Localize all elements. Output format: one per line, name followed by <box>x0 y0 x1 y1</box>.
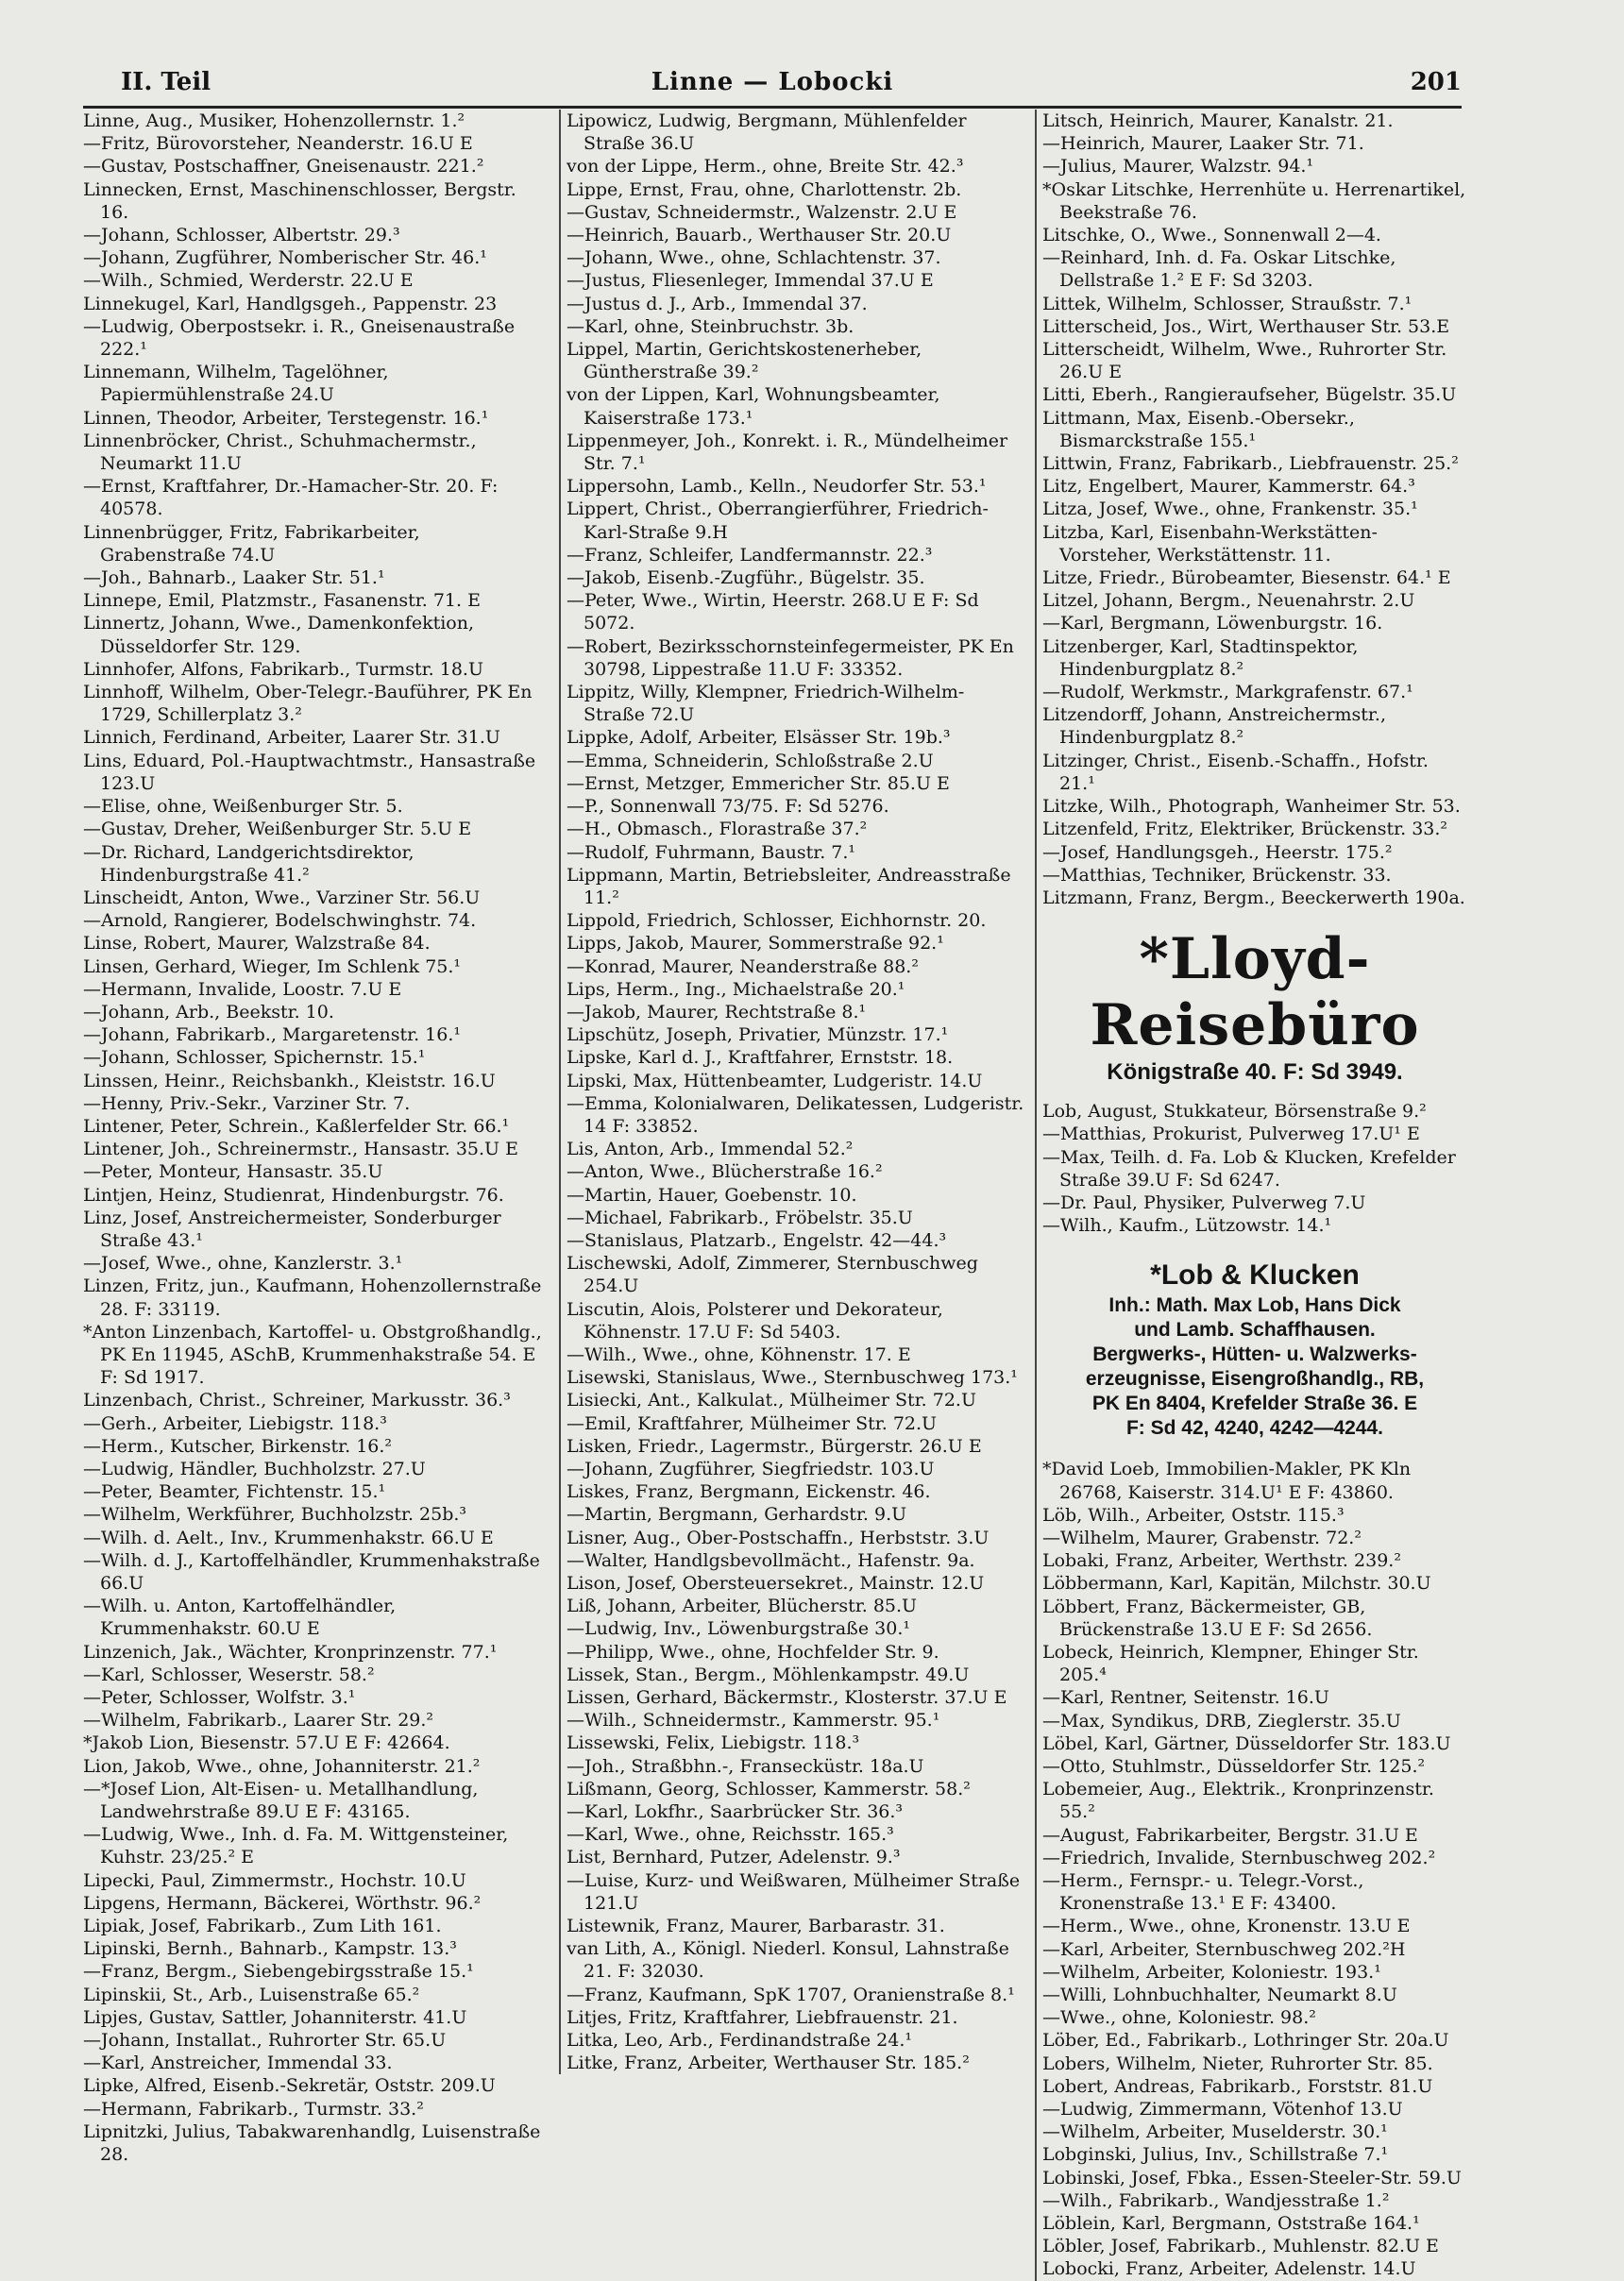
page-number: 201 <box>1410 68 1462 96</box>
directory-entry: Lischewski, Adolf, Zimmerer, Sternbuschweg 254.U <box>567 1253 978 1297</box>
directory-entry: —Karl, Rentner, Seitenstr. 16.U <box>1042 1687 1329 1709</box>
directory-entry: —Gustav, Schneidermstr., Walzenstr. 2.U E <box>567 201 957 223</box>
directory-entry: Lisken, Friedr., Lagermstr., Bürgerstr. 26.U E <box>567 1435 982 1457</box>
directory-entry: —Elise, ohne, Weißenburger Str. 5. <box>83 796 403 818</box>
directory-entry: Litti, Eberh., Rangieraufseher, Bügelstr. 35.U <box>1042 384 1457 406</box>
directory-entry: Liscutin, Alois, Polsterer und Dekorateur, Köhnenstr. 17.U F: Sd 5403. <box>567 1298 943 1343</box>
directory-entry: Lobers, Wilhelm, Nieter, Ruhrorter Str. 85. <box>1042 2053 1433 2074</box>
directory-entry: —Johann, Fabrikarb., Margaretenstr. 16.¹ <box>83 1024 462 1046</box>
directory-entry: Linnenbrügger, Fritz, Fabrikarbeiter, Grabenstraße 74.U <box>83 521 420 566</box>
lob-klucken-ad-line: Inh.: Math. Max Lob, Hans Dick <box>1108 1294 1401 1317</box>
directory-entry: —Karl, Anstreicher, Immendal 33. <box>83 2053 393 2074</box>
directory-entry: —Wilh., Schmied, Werderstr. 22.U E <box>83 270 414 292</box>
directory-entry: —Peter, Wwe., Wirtin, Heerstr. 268.U E F: Sd 5072. <box>567 590 979 634</box>
directory-entry: Litz, Engelbert, Maurer, Kammerstr. 64.³ <box>1042 476 1415 498</box>
directory-entry: Linzenich, Jak., Wächter, Kronprinzenstr. 77.¹ <box>83 1641 498 1663</box>
directory-entry: Linzenbach, Christ., Schreiner, Markusstr. 36.³ <box>83 1390 511 1411</box>
directory-entry: —Arnold, Rangierer, Bodelschwinghstr. 74. <box>83 910 477 932</box>
directory-entry: —Peter, Beamter, Fichtenstr. 15.¹ <box>83 1481 386 1503</box>
directory-entry: Lippke, Adolf, Arbeiter, Elsässer Str. 19b.³ <box>567 727 951 749</box>
directory-entry: —Heinrich, Bauarb., Werthauser Str. 20.U <box>567 225 952 246</box>
directory-entry: —Gerh., Arbeiter, Liebigstr. 118.³ <box>83 1412 387 1434</box>
directory-entry: Linnich, Ferdinand, Arbeiter, Laarer Str. 31.U <box>83 727 500 749</box>
directory-entry: —Ernst, Kraftfahrer, Dr.-Hamacher-Str. 20. F: 40578. <box>83 476 499 520</box>
directory-entry: —Matthias, Techniker, Brückenstr. 33. <box>1042 864 1392 886</box>
directory-entry: —Wilh. d. J., Kartoffelhändler, Krummenhakstraße 66.U <box>83 1549 540 1594</box>
directory-entry: Linnhofer, Alfons, Fabrikarb., Turmstr. 18.U <box>83 658 483 680</box>
lob-klucken-ad-line: und Lamb. Schaffhausen. <box>1134 1319 1376 1342</box>
lloyd-ad-address: Königstraße 40. F: Sd 3949. <box>1107 1059 1403 1086</box>
directory-entry: —Hermann, Invalide, Loostr. 7.U E <box>83 978 402 1000</box>
lob-klucken-ad-line: Bergwerks-, Hütten- u. Walzwerks- <box>1092 1343 1417 1366</box>
directory-entry: Lipinski, Bernh., Bahnarb., Kampstr. 13.³ <box>83 1938 457 1960</box>
directory-entry: —Otto, Stuhlmstr., Düsseldorfer Str. 125.² <box>1042 1755 1426 1777</box>
directory-entry: Littmann, Max, Eisenb.-Obersekr., Bismarckstraße 155.¹ <box>1042 407 1355 451</box>
directory-entry: —Heinrich, Maurer, Laaker Str. 71. <box>1042 133 1364 155</box>
directory-entry: —Wilh. u. Anton, Kartoffelhändler, Krummenhakstr. 60.U E <box>83 1596 397 1640</box>
directory-entry: —Max, Syndikus, DRB, Zieglerstr. 35.U <box>1042 1710 1401 1732</box>
directory-entry: —*Josef Lion, Alt-Eisen- u. Metallhandlung, Landwehrstraße 89.U E F: 43165. <box>83 1778 479 1823</box>
column-3-bottom-entries <box>1042 1458 1467 2280</box>
directory-entry: —Emma, Schneiderin, Schloßstraße 2.U <box>567 750 934 771</box>
directory-entry: Lippersohn, Lamb., Kelln., Neudorfer Str. 53.¹ <box>567 476 987 498</box>
directory-entry: —Matthias, Prokurist, Pulverweg 17.U¹ E <box>1042 1124 1420 1145</box>
directory-entry: Lipnitzki, Julius, Tabakwarenhandlg, Luisenstraße 28. <box>83 2120 541 2166</box>
directory-entry: Löblein, Karl, Bergmann, Oststraße 164.¹ <box>1042 2213 1420 2235</box>
directory-entry: —Wilhelm, Arbeiter, Muselderstr. 30.¹ <box>1042 2121 1388 2143</box>
lob-klucken-ad-line: F: Sd 42, 4240, 4242—4244. <box>1125 1417 1383 1440</box>
directory-entry: —Peter, Schlosser, Wolfstr. 3.¹ <box>83 1687 356 1709</box>
directory-entry: Linz, Josef, Anstreichermeister, Sonderburger Straße 43.¹ <box>83 1207 501 1251</box>
directory-entry: —Peter, Monteur, Hansastr. 35.U <box>83 1161 383 1183</box>
directory-entry: Lob, August, Stukkateur, Börsenstraße 9.² <box>1042 1101 1427 1123</box>
directory-entry: —Ludwig, Zimmermann, Vötenhof 13.U <box>1042 2099 1403 2120</box>
directory-entry: —Konrad, Maurer, Neanderstraße 88.² <box>567 955 919 977</box>
directory-entry: Littwin, Franz, Fabrikarb., Liebfrauenstr. 25.² <box>1042 453 1459 475</box>
directory-entry: Litjes, Fritz, Kraftfahrer, Liebfrauenstr. 21. <box>567 2006 958 2028</box>
directory-entry: —Stanislaus, Platzarb., Engelstr. 42—44.³ <box>567 1229 947 1251</box>
directory-entry: —Johann, Schlosser, Albertstr. 29.³ <box>83 225 400 246</box>
directory-entry: —Ludwig, Oberpostsekr. i. R., Gneisenaustraße 222.¹ <box>83 315 516 361</box>
directory-entry: Liß, Johann, Arbeiter, Blücherstr. 85.U <box>567 1596 918 1617</box>
directory-entry: —Johann, Zugführer, Nomberischer Str. 46.¹ <box>83 247 487 269</box>
directory-entry: Lippenmeyer, Joh., Konrekt. i. R., Mündelheimer Str. 7.¹ <box>567 430 1008 475</box>
directory-entry: —Karl, Schlosser, Weserstr. 58.² <box>83 1664 375 1685</box>
directory-entry: Löbbermann, Karl, Kapitän, Milchstr. 30.U <box>1042 1573 1431 1595</box>
directory-entry: Lissek, Stan., Bergm., Möhlenkampstr. 49.U <box>567 1664 970 1685</box>
directory-entry: —Gustav, Postschaffner, Gneisenaustr. 221.² <box>83 156 484 177</box>
directory-entry: Lisewski, Stanislaus, Wwe., Sternbuschweg 173.¹ <box>567 1367 1018 1389</box>
directory-entry: —Ludwig, Händler, Buchholzstr. 27.U <box>83 1458 426 1479</box>
lloyd-advertisement <box>1042 926 1467 1087</box>
directory-entry: Litzel, Johann, Bergm., Neuenahrstr. 2.U <box>1042 590 1415 612</box>
directory-entry: Lintener, Joh., Schreinermstr., Hansastr. 35.U E <box>83 1139 518 1160</box>
directory-entry: Linne, Aug., Musiker, Hohenzollernstr. 1.² <box>83 110 465 131</box>
directory-entry: —P., Sonnenwall 73/75. F: Sd 5276. <box>567 796 889 818</box>
directory-entry: —Wilhelm, Maurer, Grabenstr. 72.² <box>1042 1527 1362 1548</box>
directory-entry: *Jakob Lion, Biesenstr. 57.U E F: 42664. <box>83 1732 450 1754</box>
directory-entry: Lippel, Martin, Gerichtskostenerheber, Güntherstraße 39.² <box>567 339 922 383</box>
directory-entry: —Johann, Schlosser, Spichernstr. 15.¹ <box>83 1047 426 1069</box>
directory-entry: Lippert, Christ., Oberrangierführer, Friedrich-Karl-Straße 9.H <box>567 498 989 543</box>
directory-entry: Liskes, Franz, Bergmann, Eickenstr. 46. <box>567 1481 931 1503</box>
directory-entry: —Luise, Kurz- und Weißwaren, Mülheimer Straße 121.U <box>567 1869 1021 1914</box>
directory-entry: —Josef, Handlungsgeh., Heerstr. 175.² <box>1042 841 1393 863</box>
lob-klucken-ad-line: PK En 8404, Krefelder Straße 36. E <box>1091 1393 1418 1415</box>
directory-entry: —Wilh., Wwe., ohne, Köhnenstr. 17. E <box>567 1343 911 1365</box>
directory-entry: Litke, Franz, Arbeiter, Werthauser Str. 185.² <box>567 2053 970 2074</box>
directory-entry: —Martin, Hauer, Goebenstr. 10. <box>567 1184 857 1206</box>
directory-entry: —Johann, Wwe., ohne, Schlachtenstr. 37. <box>567 247 941 269</box>
directory-entry: *Anton Linzenbach, Kartoffel- u. Obstgroßhandlg., PK En 11945, ASchB, Krummenhakstraße 54. E F: Sd 1917. <box>83 1321 542 1389</box>
column-3-top-entries <box>1042 110 1467 909</box>
directory-entry: Lobinski, Josef, Fbka., Essen-Steeler-Str. 59.U <box>1042 2167 1462 2188</box>
directory-entry: Linnhoff, Wilhelm, Ober-Telegr.-Bauführer, PK En 1729, Schillerplatz 3.² <box>83 682 533 726</box>
directory-entry: van Lith, A., Königl. Niederl. Konsul, Lahnstraße 21. F: 32030. <box>567 1938 1009 1983</box>
directory-entry: Lion, Jakob, Wwe., ohne, Johanniterstr. 21.² <box>83 1755 481 1777</box>
directory-entry: Lintjen, Heinz, Studienrat, Hindenburgstr. 76. <box>83 1184 504 1206</box>
directory-entry: Lipske, Karl d. J., Kraftfahrer, Ernststr. 18. <box>567 1047 954 1069</box>
directory-entry: Linnekugel, Karl, Handlgsgeh., Pappenstr. 23 <box>83 293 498 314</box>
directory-entry: Linsen, Gerhard, Wieger, Im Schlenk 75.¹ <box>83 955 462 977</box>
directory-entry: Löbbert, Franz, Bäckermeister, GB, Brückenstraße 13.U E F: Sd 2656. <box>1042 1596 1373 1640</box>
directory-entry: —Wwe., ohne, Koloniestr. 98.² <box>1042 2007 1316 2029</box>
directory-entry: Lipowicz, Ludwig, Bergmann, Mühlenfelder Straße 36.U <box>567 110 967 155</box>
directory-entry: Lippmann, Martin, Betriebsleiter, Andreasstraße 11.² <box>567 864 1011 908</box>
lloyd-ad-title: *Lloyd-Reisebüro <box>1090 926 1420 1059</box>
directory-entry: Litzinger, Christ., Eisenb.-Schaffn., Hofstr. 21.¹ <box>1042 750 1429 794</box>
lob-klucken-ad-line: erzeugnisse, Eisengroßhandlg., RB, <box>1085 1368 1425 1391</box>
directory-entry: —Michael, Fabrikarb., Fröbelstr. 35.U <box>567 1207 913 1228</box>
directory-entry: —Wilh., Schneidermstr., Kammerstr. 95.¹ <box>567 1710 940 1732</box>
running-head: Linne — Lobocki <box>651 68 894 96</box>
directory-entry: —Justus, Fliesenleger, Immendal 37.U E <box>567 270 934 292</box>
directory-entry: —Joh., Straßbhn.-, Fransecküstr. 18a.U <box>567 1755 924 1777</box>
directory-entry: —Karl, Wwe., ohne, Reichsstr. 165.³ <box>567 1824 894 1846</box>
directory-entry: —Rudolf, Werkmstr., Markgrafenstr. 67.¹ <box>1042 682 1413 703</box>
directory-entry: Lissewski, Felix, Liebigstr. 118.³ <box>567 1732 860 1754</box>
column-3-mid-entries <box>1042 1100 1467 1237</box>
directory-entry: Litzenfeld, Fritz, Elektriker, Brückenstr. 33.² <box>1042 819 1448 840</box>
directory-entry: —Fritz, Bürovorsteher, Neanderstr. 16.U E <box>83 133 473 155</box>
directory-entry: —Karl, Bergmann, Löwenburgstr. 16. <box>1042 613 1383 634</box>
directory-entry: Litzenberger, Karl, Stadtinspektor, Hindenburgplatz 8.² <box>1042 635 1359 680</box>
directory-entry: —Herm., Kutscher, Birkenstr. 16.² <box>83 1435 393 1457</box>
directory-entry: Litschke, O., Wwe., Sonnenwall 2—4. <box>1042 225 1381 246</box>
directory-entry: —Martin, Bergmann, Gerhardstr. 9.U <box>567 1504 907 1526</box>
directory-entry: —Wilh., Fabrikarb., Wandjesstraße 1.² <box>1042 2189 1390 2211</box>
directory-entry: *David Loeb, Immobilien-Makler, PK Kln 26768, Kaiserstr. 314.U¹ E F: 43860. <box>1042 1459 1412 1503</box>
directory-entry: Lipjes, Gustav, Sattler, Johanniterstr. 41.U <box>83 2006 467 2028</box>
directory-entry: Lipgens, Hermann, Bäckerei, Wörthstr. 96.² <box>83 1892 482 1914</box>
directory-entry: —Karl, Arbeiter, Sternbuschweg 202.²H <box>1042 1938 1406 1960</box>
part-label: II. Teil <box>121 68 211 96</box>
directory-entry: Linzen, Fritz, jun., Kaufmann, Hohenzollernstraße 28. F: 33119. <box>83 1276 542 1320</box>
directory-entry: Lippitz, Willy, Klempner, Friedrich-Wilhelm-Straße 72.U <box>567 682 965 726</box>
directory-entry: Linssen, Heinr., Reichsbankh., Kleiststr. 16.U <box>83 1070 496 1091</box>
directory-entry: —Josef, Wwe., ohne, Kanzlerstr. 3.¹ <box>83 1253 403 1275</box>
directory-entry: Lobert, Andreas, Fabrikarb., Forststr. 81.U <box>1042 2075 1433 2097</box>
directory-entry: Lißmann, Georg, Schlosser, Kammerstr. 58.² <box>567 1778 971 1799</box>
directory-entry: —Gustav, Dreher, Weißenburger Str. 5.U E <box>83 819 472 840</box>
directory-entry: —Rudolf, Fuhrmann, Baustr. 7.¹ <box>567 841 856 863</box>
directory-entry: Litzmann, Franz, Bergm., Beeckerwerth 190a. <box>1042 887 1465 908</box>
directory-entry: Löbler, Josef, Fabrikarb., Muhlenstr. 82.U E <box>1042 2236 1439 2257</box>
directory-entry: Litzba, Karl, Eisenbahn-Werkstätten-Vorsteher, Werkstättenstr. 11. <box>1042 521 1378 566</box>
directory-entry: Linnenbröcker, Christ., Schuhmachermstr., Neumarkt 11.U <box>83 430 477 475</box>
directory-entry: Lis, Anton, Arb., Immendal 52.² <box>567 1139 854 1160</box>
directory-entry: Litzendorff, Johann, Anstreichermstr., Hindenburgplatz 8.² <box>1042 704 1387 749</box>
directory-entry: —Wilhelm, Werkführer, Buchholzstr. 25b.³ <box>83 1504 467 1526</box>
directory-entry: Lisner, Aug., Ober-Postschaffn., Herbststr. 3.U <box>567 1527 990 1548</box>
directory-entry: Linscheidt, Anton, Wwe., Varziner Str. 56.U <box>83 887 481 908</box>
directory-entry: —Friedrich, Invalide, Sternbuschweg 202.² <box>1042 1847 1436 1868</box>
directory-entry: —Herm., Wwe., ohne, Kronenstr. 13.U E <box>1042 1916 1411 1937</box>
directory-entry: Lipski, Max, Hüttenbeamter, Ludgeristr. 14.U <box>567 1070 983 1091</box>
lob-klucken-advertisement <box>1042 1258 1467 1441</box>
directory-entry: —Jakob, Maurer, Rechtstraße 8.¹ <box>567 1001 867 1022</box>
directory-entry: Lipschütz, Joseph, Privatier, Münzstr. 17.¹ <box>567 1024 949 1046</box>
directory-entry: Listewnik, Franz, Maurer, Barbarastr. 31. <box>567 1916 945 1937</box>
directory-entry: Linnepe, Emil, Platzmstr., Fasanenstr. 71. E <box>83 590 481 612</box>
directory-entry: Linnertz, Johann, Wwe., Damenkonfektion, Düsseldorfer Str. 129. <box>83 613 475 657</box>
directory-entry: Lobocki, Franz, Arbeiter, Adelenstr. 14.U <box>1042 2258 1416 2280</box>
directory-entry: Lissen, Gerhard, Bäckermstr., Klosterstr. 37.U E <box>567 1687 1007 1709</box>
directory-entry: Litterscheid, Jos., Wirt, Werthauser Str. 53.E <box>1042 315 1450 337</box>
directory-entry: Lobginski, Julius, Inv., Schillstraße 7.¹ <box>1042 2144 1389 2166</box>
directory-entry: —Herm., Fernspr.- u. Telegr.-Vorst., Kronenstraße 13.¹ E F: 43400. <box>1042 1869 1364 1915</box>
directory-entry: —Walter, Handlgsbevollmächt., Hafenstr. 9a. <box>567 1549 975 1571</box>
directory-entry: Lippe, Ernst, Frau, ohne, Charlottenstr. 2b. <box>567 178 962 200</box>
directory-entry: Lins, Eduard, Pol.-Hauptwachtmstr., Hansastraße 123.U <box>83 750 536 794</box>
directory-entry: —H., Obmasch., Florastraße 37.² <box>567 819 868 840</box>
directory-entry: —Wilh., Kaufm., Lützowstr. 14.¹ <box>1042 1215 1332 1237</box>
directory-entry: —Franz, Bergm., Siebengebirgsstraße 15.¹ <box>83 1961 474 1983</box>
directory-entry: —Philipp, Wwe., ohne, Hochfelder Str. 9. <box>567 1641 939 1663</box>
directory-entry: Löber, Ed., Fabrikarb., Lothringer Str. 20a.U <box>1042 2030 1449 2052</box>
directory-entry: Lisiecki, Ant., Kalkulat., Mülheimer Str. 72.U <box>567 1390 976 1411</box>
directory-entry: Littek, Wilhelm, Schlosser, Straußstr. 7.¹ <box>1042 293 1413 314</box>
directory-entry: —Emil, Kraftfahrer, Mülheimer Str. 72.U <box>567 1412 938 1434</box>
directory-entry: Lipke, Alfred, Eisenb.-Sekretär, Oststr. 209.U <box>83 2075 496 2097</box>
directory-entry: —Wilh. d. Aelt., Inv., Krummenhakstr. 66.U E <box>83 1527 494 1548</box>
column-1 <box>83 110 548 2166</box>
directory-entry: —Julius, Maurer, Walzstr. 94.¹ <box>1042 156 1314 177</box>
directory-entry: —Wilhelm, Fabrikarb., Laarer Str. 29.² <box>83 1710 434 1732</box>
directory-entry: Lobaki, Franz, Arbeiter, Werthstr. 239.² <box>1042 1550 1401 1572</box>
directory-entry: —Henny, Priv.-Sekr., Varziner Str. 7. <box>83 1092 411 1114</box>
directory-entry: Linnen, Theodor, Arbeiter, Terstegenstr. 16.¹ <box>83 407 489 429</box>
directory-entry: Lipinskii, St., Arb., Luisenstraße 65.² <box>83 1984 420 2005</box>
directory-entry: —Robert, Bezirksschornsteinfegermeister, PK En 30798, Lippestraße 11.U F: 33352. <box>567 635 1014 680</box>
directory-entry: —Emma, Kolonialwaren, Delikatessen, Ludgeristr. 14 F: 33852. <box>567 1092 1024 1137</box>
directory-entry: —Wilhelm, Arbeiter, Koloniestr. 193.¹ <box>1042 1961 1381 1983</box>
directory-entry: Linnemann, Wilhelm, Tagelöhner, Papiermühlenstraße 24.U <box>83 362 389 406</box>
directory-entry: —Karl, ohne, Steinbruchstr. 3b. <box>567 315 854 337</box>
directory-entry: Lipiak, Josef, Fabrikarb., Zum Lith 161. <box>83 1916 442 1937</box>
directory-entry: von der Lippen, Karl, Wohnungsbeamter, Kaiserstraße 173.¹ <box>567 384 940 429</box>
directory-entry: Lobeck, Heinrich, Klempner, Ehinger Str. 205.⁴ <box>1042 1641 1419 1686</box>
directory-entry: —Ernst, Metzger, Emmericher Str. 85.U E <box>567 772 950 794</box>
directory-entry: —Reinhard, Inh. d. Fa. Oskar Litschke, Dellstraße 1.² E F: Sd 3203. <box>1042 247 1396 292</box>
directory-entry: Lison, Josef, Obersteuersekret., Mainstr. 12.U <box>567 1573 985 1594</box>
directory-entry: Lobemeier, Aug., Elektrik., Kronprinzenstr. 55.² <box>1042 1779 1434 1823</box>
directory-entry: —Franz, Schleifer, Landfermannstr. 22.³ <box>567 544 933 566</box>
directory-entry: von der Lippe, Herm., ohne, Breite Str. 42.³ <box>567 156 964 177</box>
directory-entry: —Ludwig, Inv., Löwenburgstraße 30.¹ <box>567 1618 910 1640</box>
directory-entry: Litzke, Wilh., Photograph, Wanheimer Str. 53. <box>1042 796 1461 818</box>
directory-entry: Litza, Josef, Wwe., ohne, Frankenstr. 35.¹ <box>1042 498 1418 520</box>
directory-entry: —Franz, Kaufmann, SpK 1707, Oranienstraße 8.¹ <box>567 1984 1015 2005</box>
directory-entry: Löbel, Karl, Gärtner, Düsseldorfer Str. 183.U <box>1042 1732 1451 1754</box>
directory-entry: Lippold, Friedrich, Schlosser, Eichhornstr. 20. <box>567 910 987 932</box>
column-2 <box>559 110 1025 2074</box>
directory-entry: —Max, Teilh. d. Fa. Lob & Klucken, Krefelder Straße 39.U F: Sd 6247. <box>1042 1146 1456 1191</box>
page-header <box>83 68 1462 109</box>
directory-entry: Lips, Herm., Ing., Michaelstraße 20.¹ <box>567 978 905 1000</box>
directory-entry: —Anton, Wwe., Blücherstraße 16.² <box>567 1161 883 1183</box>
directory-entry: Litterscheidt, Wilhelm, Wwe., Ruhrorter Str. 26.U E <box>1042 339 1447 383</box>
directory-entry: —Johann, Arb., Beekstr. 10. <box>83 1001 334 1022</box>
directory-entry: —Hermann, Fabrikarb., Turmstr. 33.² <box>83 2098 424 2120</box>
directory-entry: —Johann, Installat., Ruhrorter Str. 65.U <box>83 2030 447 2052</box>
column-3 <box>1035 110 1467 2281</box>
directory-entry: —Willi, Lohnbuchhalter, Neumarkt 8.U <box>1042 1985 1397 2005</box>
directory-entry: —Johann, Zugführer, Siegfriedstr. 103.U <box>567 1458 935 1479</box>
directory-entry: Litze, Friedr., Bürobeamter, Biesenstr. 64.¹ E <box>1042 567 1451 589</box>
directory-entry: —Justus d. J., Arb., Immendal 37. <box>567 293 868 314</box>
lob-klucken-ad-title: *Lob & Klucken <box>1150 1259 1360 1292</box>
directory-entry: —Jakob, Eisenb.-Zugführ., Bügelstr. 35. <box>567 567 925 589</box>
directory-entry: —Joh., Bahnarb., Laaker Str. 51.¹ <box>83 567 385 589</box>
directory-entry: —August, Fabrikarbeiter, Bergstr. 31.U E <box>1042 1824 1418 1846</box>
directory-entry: Lipps, Jakob, Maurer, Sommerstraße 92.¹ <box>567 933 944 955</box>
directory-entry: —Karl, Lokfhr., Saarbrücker Str. 36.³ <box>567 1801 904 1823</box>
directory-entry: Linse, Robert, Maurer, Walzstraße 84. <box>83 933 431 955</box>
directory-entry: List, Bernhard, Putzer, Adelenstr. 9.³ <box>567 1847 901 1868</box>
directory-entry: *Oskar Litschke, Herrenhüte u. Herrenartikel, Beekstraße 76. <box>1042 178 1466 223</box>
directory-entry: Löb, Wilh., Arbeiter, Oststr. 115.³ <box>1042 1504 1345 1526</box>
directory-entry: Lintener, Peter, Schrein., Kaßlerfelder Str. 66.¹ <box>83 1115 510 1137</box>
directory-entry: —Dr. Richard, Landgerichtsdirektor, Hindenburgstraße 41.² <box>83 841 414 886</box>
directory-entry: Linnecken, Ernst, Maschinenschlosser, Bergstr. 16. <box>83 178 516 223</box>
directory-entry: —Ludwig, Wwe., Inh. d. Fa. M. Wittgensteiner, Kuhstr. 23/25.² E <box>83 1824 509 1868</box>
directory-entry: —Dr. Paul, Physiker, Pulverweg 7.U <box>1042 1191 1366 1213</box>
directory-entry: Lipecki, Paul, Zimmermstr., Hochstr. 10.U <box>83 1869 466 1891</box>
directory-entry: Litsch, Heinrich, Maurer, Kanalstr. 21. <box>1042 110 1394 131</box>
directory-entry: Litka, Leo, Arb., Ferdinandstraße 24.¹ <box>567 2030 912 2052</box>
